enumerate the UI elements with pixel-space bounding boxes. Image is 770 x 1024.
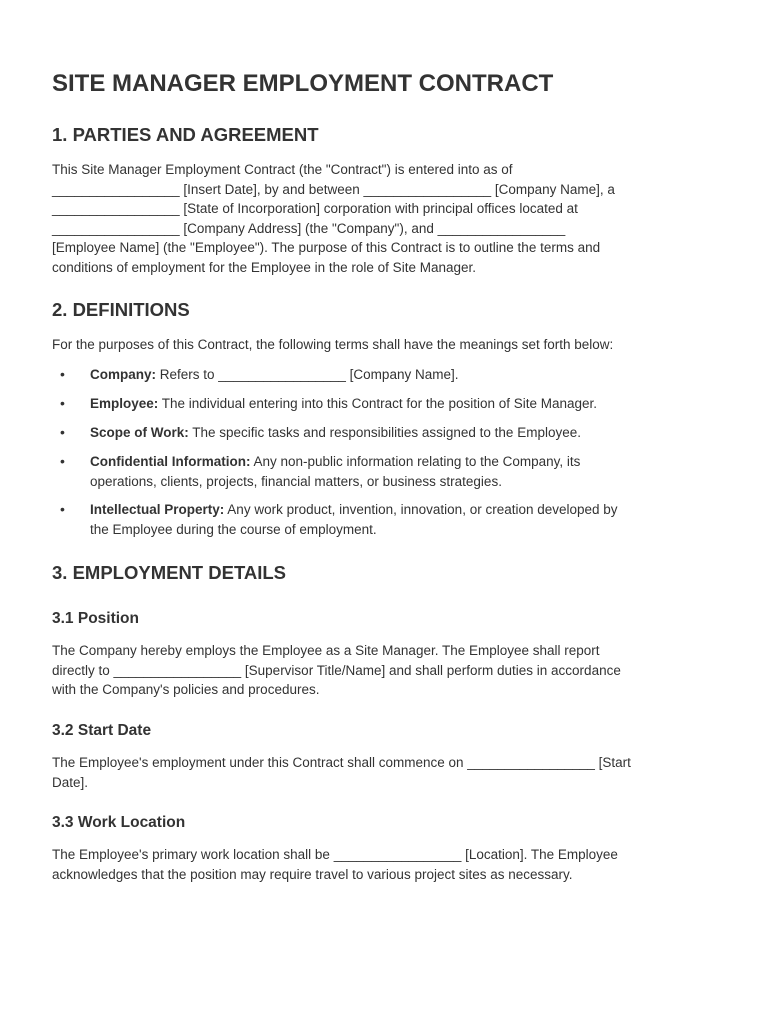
paragraph-line: acknowledges that the position may require travel to various project sites as necessary. — [52, 866, 573, 882]
paragraph-line: directly to _________________ [Supervisor Title/Name] and shall perform duties in accordance — [52, 662, 621, 678]
bullet-icon: • — [60, 395, 65, 411]
paragraph-line: _________________ [State of Incorporation] corporation with principal offices located at — [52, 201, 578, 216]
paragraph-line: The Employee's primary work location shall be _________________ [Location]. The Employee — [52, 847, 618, 862]
definition-text: the Employee during the course of employment. — [90, 521, 377, 537]
definition-term: Intellectual Property: — [90, 502, 225, 517]
position-paragraph — [52, 641, 712, 700]
bullet-icon: • — [60, 453, 65, 469]
paragraph-line: _________________ [Insert Date], by and between _________________ [Company Name], a — [52, 181, 615, 197]
definition-text: The specific tasks and responsibilities assigned to the Employee. — [188, 425, 581, 440]
subsection-heading-start-date: 3.2 Start Date — [52, 722, 152, 739]
definition-text: Refers to _________________ [Company Name]. — [156, 367, 459, 382]
subsection-heading-work-location: 3.3 Work Location — [52, 814, 186, 831]
definition-text: operations, clients, projects, financial matters, or business strategies. — [90, 473, 502, 489]
paragraph-line: with the Company's policies and procedures. — [52, 682, 320, 697]
paragraph-line: The Company hereby employs the Employee as a Site Manager. The Employee shall report — [52, 643, 600, 658]
definition-text: Any non-public information relating to the Company, its — [250, 454, 581, 469]
paragraph-line: This Site Manager Employment Contract (the "Contract") is entered into as of — [52, 162, 513, 177]
paragraph-line: Date]. — [52, 774, 89, 790]
paragraph-line: conditions of employment for the Employee in the role of Site Manager. — [52, 259, 476, 275]
bullet-icon: • — [60, 424, 65, 440]
section-heading-parties: 1. PARTIES AND AGREEMENT — [52, 124, 319, 145]
document-title: SITE MANAGER EMPLOYMENT CONTRACT — [52, 70, 554, 97]
bullet-icon: • — [60, 366, 65, 382]
section-heading-definitions: 2. DEFINITIONS — [52, 299, 190, 320]
definition-term: Confidential Information: — [90, 454, 251, 469]
section-heading-employment-details: 3. EMPLOYMENT DETAILS — [52, 562, 287, 583]
paragraph-line: _________________ [Company Address] (the "Company"), and _________________ — [52, 220, 566, 236]
definition-text: Any work product, invention, innovation, or creation developed by — [224, 502, 618, 517]
definition-term: Employee: — [90, 396, 159, 411]
bullet-icon: • — [60, 501, 65, 517]
definition-term: Company: — [90, 367, 157, 382]
subsection-heading-position: 3.1 Position — [52, 610, 139, 627]
paragraph-line: The Employee's employment under this Contract shall commence on _________________ [Start — [52, 755, 631, 770]
section-parties-paragraph — [52, 160, 712, 277]
definitions-intro: For the purposes of this Contract, the following terms shall have the meanings set forth below: — [52, 337, 614, 352]
paragraph-line: [Employee Name] (the "Employee"). The purpose of this Contract is to outline the terms and — [52, 240, 601, 255]
work-location-paragraph — [52, 845, 712, 884]
definition-term: Scope of Work: — [90, 425, 189, 440]
start-date-paragraph — [52, 753, 712, 792]
definition-text: The individual entering into this Contract for the position of Site Manager. — [158, 396, 598, 411]
